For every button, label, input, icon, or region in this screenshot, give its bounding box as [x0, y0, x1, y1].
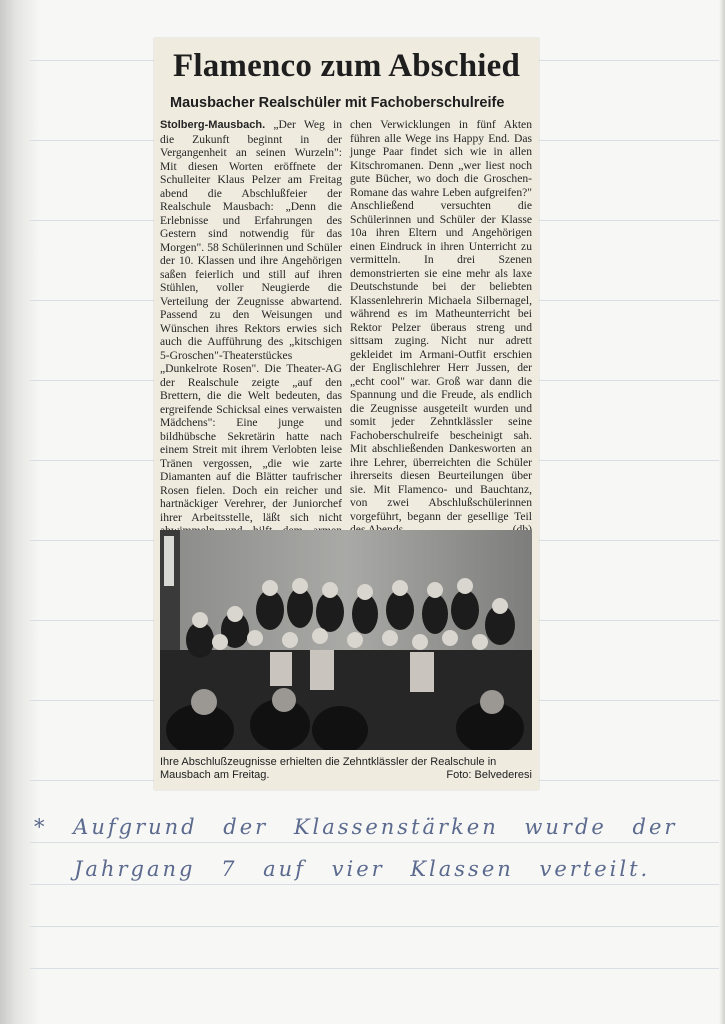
graduation-group-photo	[160, 530, 532, 750]
ruled-line	[30, 926, 725, 927]
article-column-left-text: „Der Weg in die Zukunft beginnt in der Vergangenheit an seinen Wurzeln": Mit diesen Worten eröffnete der Schulleiter Klaus Pelzer am Freitag abend die Abschlußfeier der Realschule Mausbach: „Denn die Erlebnisse und Erfahrungen des Gestern sind notwendig für das Morgen". 58 Schülerinnen und Schüler der 10. Klassen und ihre Angehörigen saßen feierlich und still auf ihren Stühlen, voller Neugierde die Verteilung der Zeugnisse abwartend. Passend zu den Weisungen und Wünschen ihres Rektors erwies sich auch die Aufführung des „kitschigen 5-Groschen"-Theaterstückes „Dunkelrote Rosen". Die Theater-AG der Realschule zeigte „auf den Brettern, die die Welt bedeuten, das ergreifende Schicksal eines verwaisten Mädchens": Eine junge und bildhübsche Sekretärin hatte nach einem Streit mit ihrem Verlobten leise Tränen vergossen, „die wie zarte Diamanten auf die Blätter taufrischer Rosen fielen. Doch ein reicher und hartnäckiger Verehrer, der Juniorchef ihrer Arbeitsstelle, läßt sich nicht	[160, 118, 342, 524]
photo-caption-text: Ihre Abschlußzeugnisse erhielten die Zehntklässler der Realschule in Mausbach am Freitag.	[160, 756, 497, 781]
photo-caption	[160, 756, 532, 782]
article-column-right	[350, 118, 532, 537]
article-headline: Flamenco zum Abschied	[172, 48, 521, 84]
article-photo	[160, 530, 532, 750]
handwritten-note	[34, 806, 678, 890]
handwritten-note-line-1: * Aufgrund der Klassenstärken wurde der	[34, 815, 678, 839]
article-column-right-text: chen Verwicklungen in fünf Akten führen alle Wege ins Happy End. Das junge Paar findet sich wie in allen Kitschromanen. Denn „wer liest noch gute Bücher, wo doch die Groschen-Romane das wahre Leben aufgreifen?" Anschließend versuchten die Schülerinnen und Schüler der Klasse 10a ihren Eltern und Angehörigen einen Eindruck in ihren Unterricht zu vermitteln. In drei Szenen demonstrierten sie eine mehr als laxe Deutschstunde bei der beliebten Klassenlehrerin Michaela Silbernagel, während es im Matheunterricht bei Rektor Pelzer überaus streng und sittsam zuging. Nicht nur adrett gekleidet im Armani-Outfit erschien der Englischlehrer Herr Jussen, der „echt cool" war. Groß war dann die Spannung und die Freude, als endlich die Zeugnisse ausgeteilt wurden und somit jeder Zehntklässler seine Fachoberschulreife bescheinigt sah. Mit abschließenden Dankesworten an ihre Lehrer, überreichten die Schüler ihrerseits diesen Beurteilungen über sie. Mit Flamenco- und Bauchtanz, von zwei Abschlußschülerinnen vorgeführt, begann der gesellige Teil	[350, 118, 532, 523]
page-edge-shadow	[719, 0, 725, 1024]
article-dateline: Stolberg-Mausbach.	[160, 119, 266, 131]
ruled-line	[30, 968, 725, 969]
article-subheadline: Mausbacher Realschüler mit Fachoberschulreife	[170, 95, 505, 111]
photo-credit: Foto: Belvederesi	[446, 769, 532, 781]
handwritten-note-line-2: Jahrgang 7 auf vier Klassen verteilt.	[74, 857, 651, 881]
article-column-left	[160, 118, 342, 565]
newspaper-clipping	[154, 38, 539, 790]
